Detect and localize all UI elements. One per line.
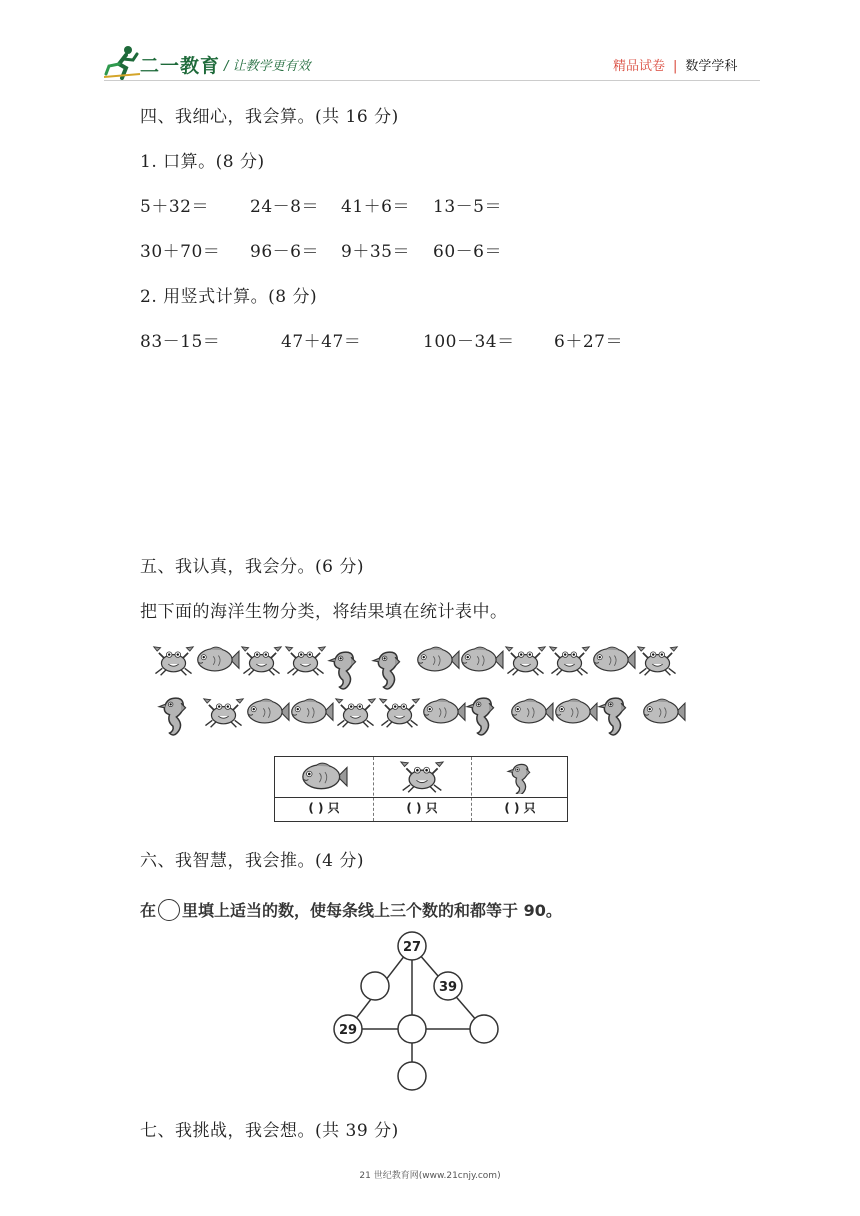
- node-right-mid-value: 39: [438, 980, 458, 995]
- blank-circle-icon: [158, 899, 180, 921]
- crab-icon: [550, 647, 590, 675]
- q1-title: 1. 口算。(8 分): [140, 152, 265, 172]
- subject-label: 数学学科: [685, 59, 738, 74]
- instruction-post: 里填上适当的数，使每条线上三个数的和都等于 90。: [182, 901, 562, 920]
- calc-item: 30＋70＝: [140, 242, 221, 262]
- instruction-pre: 在: [140, 901, 157, 920]
- header-divider: [104, 80, 760, 81]
- calc-item: 60－6＝: [433, 242, 502, 262]
- seahorse-count-cell[interactable]: ( ) 只: [504, 801, 536, 815]
- logo-text: 二一教育: [140, 55, 221, 77]
- calc-item: 41＋6＝: [341, 197, 410, 217]
- slogan: / 让教学更有效: [224, 59, 311, 74]
- fish-icon: [644, 699, 685, 723]
- node-bottom-right[interactable]: [470, 1015, 498, 1043]
- node-top-value: 27: [402, 940, 422, 955]
- node-bottom-left-value: 29: [338, 1023, 358, 1038]
- header-right: [613, 55, 737, 74]
- fish-icon: [418, 647, 459, 671]
- fish-icon: [462, 647, 503, 671]
- crab-icon: [506, 647, 546, 675]
- section4-title: 四、我细心，我会算。(共 16 分): [140, 107, 399, 127]
- section7-title: 七、我挑战，我会想。(共 39 分): [140, 1121, 399, 1141]
- node-center[interactable]: [398, 1015, 426, 1043]
- crab-icon: [380, 699, 420, 727]
- seahorse-icon: [505, 760, 535, 794]
- premium-label: 精品试卷: [613, 59, 666, 74]
- running-man-logo-icon: [104, 44, 142, 80]
- crab-icon: [397, 760, 447, 794]
- calc-item: 96－6＝: [250, 242, 319, 262]
- vertical-calc-item: 100－34＝: [423, 332, 515, 352]
- fish-icon: [512, 699, 553, 723]
- calc-item: 5＋32＝: [140, 197, 209, 217]
- number-triangle-diagram: [330, 926, 510, 1096]
- crab-icon: [286, 647, 326, 675]
- calc-item: 9＋35＝: [341, 242, 410, 262]
- seahorse-icon: [159, 698, 185, 735]
- section5-instruction: 把下面的海洋生物分类，将结果填在统计表中。: [140, 602, 508, 622]
- crab-icon: [242, 647, 282, 675]
- fish-icon: [556, 699, 597, 723]
- fish-icon: [424, 699, 465, 723]
- puzzle-instruction: [140, 898, 562, 921]
- q2-title: 2. 用竖式计算。(8 分): [140, 287, 318, 307]
- fish-icon: [248, 699, 289, 723]
- calc-item: 24－8＝: [250, 197, 319, 217]
- seahorse-icon: [329, 652, 355, 689]
- vertical-calc-item: 83－15＝: [140, 332, 221, 352]
- table-row-divider: [275, 797, 567, 798]
- seahorse-icon: [373, 652, 399, 689]
- vertical-calc-item: 6＋27＝: [554, 332, 623, 352]
- crab-icon: [154, 647, 194, 675]
- fish-icon: [299, 761, 349, 793]
- node-left-mid[interactable]: [361, 972, 389, 1000]
- crab-icon: [336, 699, 376, 727]
- vertical-calc-item: 47＋47＝: [281, 332, 362, 352]
- seahorse-icon: [467, 698, 493, 735]
- diagram-lines: [348, 946, 484, 1076]
- page-footer: 21 世纪教育网(www.21cnjy.com): [359, 1171, 501, 1181]
- crab-icon: [638, 647, 678, 675]
- fish-icon: [292, 699, 333, 723]
- fish-count-cell[interactable]: ( ) 只: [308, 801, 340, 815]
- sea-creatures-band: [150, 642, 690, 746]
- stats-table: [274, 756, 568, 822]
- section6-title: 六、我智慧，我会推。(4 分): [140, 851, 364, 871]
- node-bottom[interactable]: [398, 1062, 426, 1090]
- section5-title: 五、我认真，我会分。(6 分): [140, 557, 364, 577]
- fish-icon: [594, 647, 635, 671]
- fish-icon: [198, 647, 239, 671]
- header-separator: |: [673, 59, 678, 74]
- calc-item: 13－5＝: [433, 197, 502, 217]
- seahorse-icon: [599, 698, 625, 735]
- crab-icon: [204, 699, 244, 727]
- crab-count-cell[interactable]: ( ) 只: [406, 801, 438, 815]
